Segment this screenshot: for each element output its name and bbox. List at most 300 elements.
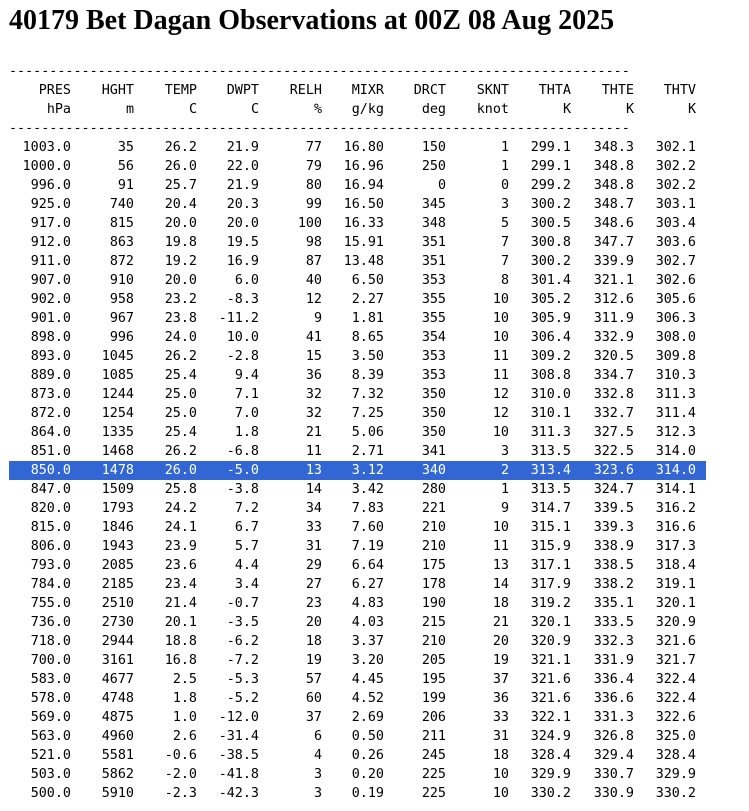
cell-thtv: 314.0 [655,463,696,478]
cell-thte: 339.9 [593,254,634,269]
cell-relh: 60 [305,691,322,706]
cell-temp: 16.8 [164,653,197,668]
table-row[interactable] [9,366,706,385]
cell-temp: 26.0 [164,463,197,478]
column-unit-drct: deg [421,102,446,117]
table-row[interactable] [9,290,706,309]
cell-thta: 315.1 [530,520,571,535]
table-row[interactable] [9,214,706,233]
cell-hght: 967 [109,311,134,326]
cell-mixr: 6.50 [351,273,384,288]
cell-sknt: 21 [492,615,509,630]
cell-hght: 1846 [101,520,134,535]
cell-thte: 339.3 [593,520,634,535]
cell-sknt: 11 [492,539,509,554]
column-unit-dwpt: C [250,102,259,117]
cell-thtv: 314.1 [655,482,696,497]
column-unit-sknt: knot [476,102,509,117]
cell-drct: 221 [421,501,446,516]
cell-drct: 178 [421,577,446,592]
cell-thta: 299.1 [530,140,571,155]
cell-sknt: 11 [492,349,509,364]
column-unit-thte: K [625,102,634,117]
cell-pres: 569.0 [30,710,71,725]
cell-mixr: 2.69 [351,710,384,725]
cell-pres: 847.0 [30,482,71,497]
cell-hght: 872 [109,254,134,269]
cell-hght: 1244 [101,387,134,402]
cell-mixr: 16.50 [343,197,384,212]
cell-thta: 299.2 [530,178,571,193]
cell-thta: 329.9 [530,767,571,782]
cell-mixr: 4.45 [351,672,384,687]
cell-mixr: 7.32 [351,387,384,402]
cell-pres: 893.0 [30,349,71,364]
column-unit-hght: m [125,102,134,117]
cell-relh: 32 [305,387,322,402]
cell-relh: 31 [305,539,322,554]
table-row[interactable] [9,233,706,252]
cell-thta: 305.2 [530,292,571,307]
cell-mixr: 3.20 [351,653,384,668]
cell-temp: 1.8 [172,691,197,706]
cell-pres: 578.0 [30,691,71,706]
cell-mixr: 4.52 [351,691,384,706]
cell-thte: 339.5 [593,501,634,516]
cell-thtv: 321.7 [655,653,696,668]
cell-pres: 820.0 [30,501,71,516]
cell-thtv: 303.6 [655,235,696,250]
cell-hght: 863 [109,235,134,250]
cell-relh: 34 [305,501,322,516]
cell-thte: 321.1 [593,273,634,288]
cell-thta: 313.4 [530,463,571,478]
table-row[interactable] [9,727,706,746]
cell-thtv: 302.7 [655,254,696,269]
cell-sknt: 5 [500,216,509,231]
table-row[interactable] [9,746,706,765]
cell-temp: 23.2 [164,292,197,307]
table-row[interactable] [9,689,706,708]
column-header-pres: PRES [38,83,71,98]
cell-dwpt: 20.3 [226,197,259,212]
cell-thte: 326.8 [593,729,634,744]
cell-hght: 1468 [101,444,134,459]
cell-sknt: 11 [492,368,509,383]
cell-relh: 14 [305,482,322,497]
cell-dwpt: -2.8 [226,349,259,364]
cell-dwpt: -6.8 [226,444,259,459]
cell-drct: 190 [421,596,446,611]
cell-mixr: 4.83 [351,596,384,611]
cell-relh: 21 [305,425,322,440]
cell-sknt: 36 [492,691,509,706]
column-header-thtv: THTV [663,83,696,98]
cell-pres: 898.0 [30,330,71,345]
column-unit-temp: C [188,102,197,117]
table-row[interactable] [9,347,706,366]
cell-relh: 19 [305,653,322,668]
table-row[interactable] [9,670,706,689]
cell-dwpt: -42.3 [218,786,259,801]
table-row[interactable] [9,328,706,347]
cell-thtv: 303.1 [655,197,696,212]
cell-sknt: 12 [492,406,509,421]
cell-drct: 250 [421,159,446,174]
cell-temp: 20.4 [164,197,197,212]
cell-thta: 320.9 [530,634,571,649]
cell-relh: 79 [305,159,322,174]
cell-thtv: 317.3 [655,539,696,554]
cell-thtv: 325.0 [655,729,696,744]
cell-pres: 925.0 [30,197,71,212]
cell-dwpt: 10.0 [226,330,259,345]
column-header-drct: DRCT [413,83,446,98]
cell-relh: 29 [305,558,322,573]
cell-hght: 740 [109,197,134,212]
table-row[interactable] [9,518,706,537]
cell-temp: 26.0 [164,159,197,174]
cell-pres: 806.0 [30,539,71,554]
cell-sknt: 1 [500,159,509,174]
cell-relh: 23 [305,596,322,611]
column-header-sknt: SKNT [476,83,509,98]
cell-drct: 351 [421,254,446,269]
cell-dwpt: -12.0 [218,710,259,725]
cell-sknt: 0 [500,178,509,193]
table-row[interactable] [9,651,706,670]
cell-hght: 1793 [101,501,134,516]
table-row[interactable] [9,157,706,176]
cell-drct: 353 [421,273,446,288]
table-row[interactable] [9,632,706,651]
cell-hght: 1509 [101,482,134,497]
cell-thta: 317.1 [530,558,571,573]
cell-thta: 321.6 [530,691,571,706]
column-name-header [9,81,706,100]
column-header-mixr: MIXR [351,83,384,98]
cell-drct: 245 [421,748,446,763]
cell-sknt: 33 [492,710,509,725]
cell-pres: 815.0 [30,520,71,535]
cell-thte: 324.7 [593,482,634,497]
cell-relh: 12 [305,292,322,307]
cell-thtv: 329.9 [655,767,696,782]
cell-sknt: 19 [492,653,509,668]
table-row[interactable] [9,575,706,594]
cell-mixr: 3.42 [351,482,384,497]
cell-sknt: 3 [500,197,509,212]
cell-drct: 341 [421,444,446,459]
cell-thta: 315.9 [530,539,571,554]
column-header-dwpt: DWPT [226,83,259,98]
cell-hght: 2185 [101,577,134,592]
cell-temp: 24.1 [164,520,197,535]
cell-thta: 300.8 [530,235,571,250]
cell-dwpt: 5.7 [234,539,259,554]
cell-sknt: 1 [500,140,509,155]
cell-sknt: 20 [492,634,509,649]
cell-thtv: 319.1 [655,577,696,592]
cell-dwpt: -6.2 [226,634,259,649]
cell-pres: 996.0 [30,178,71,193]
cell-mixr: 3.50 [351,349,384,364]
cell-thte: 320.5 [593,349,634,364]
cell-sknt: 8 [500,273,509,288]
table-row[interactable] [9,404,706,423]
selected-table-row[interactable] [9,461,706,480]
cell-thta: 320.1 [530,615,571,630]
cell-thta: 313.5 [530,444,571,459]
cell-relh: 11 [305,444,322,459]
table-row[interactable] [9,613,706,632]
cell-mixr: 0.19 [351,786,384,801]
cell-thtv: 312.3 [655,425,696,440]
cell-thtv: 322.4 [655,691,696,706]
cell-pres: 850.0 [30,463,71,478]
cell-mixr: 7.83 [351,501,384,516]
cell-relh: 15 [305,349,322,364]
cell-pres: 583.0 [30,672,71,687]
cell-mixr: 3.37 [351,634,384,649]
cell-temp: 25.8 [164,482,197,497]
table-row[interactable] [9,594,706,613]
cell-temp: 24.2 [164,501,197,516]
cell-pres: 911.0 [30,254,71,269]
cell-sknt: 3 [500,444,509,459]
cell-thtv: 302.2 [655,178,696,193]
cell-hght: 1478 [101,463,134,478]
cell-dwpt: -5.2 [226,691,259,706]
table-row[interactable] [9,423,706,442]
table-row[interactable] [9,480,706,499]
table-row[interactable] [9,499,706,518]
cell-hght: 2085 [101,558,134,573]
cell-relh: 37 [305,710,322,725]
cell-hght: 1254 [101,406,134,421]
cell-relh: 33 [305,520,322,535]
cell-temp: 24.0 [164,330,197,345]
cell-dwpt: 21.9 [226,178,259,193]
cell-pres: 755.0 [30,596,71,611]
cell-mixr: 4.03 [351,615,384,630]
column-header-hght: HGHT [101,83,134,98]
cell-hght: 91 [117,178,134,193]
table-row[interactable] [9,195,706,214]
cell-drct: 353 [421,368,446,383]
cell-hght: 1085 [101,368,134,383]
table-row[interactable] [9,176,706,195]
cell-thta: 300.2 [530,197,571,212]
cell-thtv: 314.0 [655,444,696,459]
cell-hght: 2944 [101,634,134,649]
cell-drct: 353 [421,349,446,364]
cell-dwpt: -5.0 [226,463,259,478]
cell-pres: 718.0 [30,634,71,649]
table-row[interactable] [9,442,706,461]
table-row[interactable] [9,271,706,290]
cell-dwpt: 16.9 [226,254,259,269]
cell-thte: 332.8 [593,387,634,402]
table-row[interactable] [9,252,706,271]
cell-temp: 26.2 [164,140,197,155]
column-unit-relh: % [313,102,322,117]
cell-relh: 87 [305,254,322,269]
cell-thta: 322.1 [530,710,571,725]
cell-drct: 351 [421,235,446,250]
cell-relh: 3 [313,786,322,801]
cell-mixr: 8.39 [351,368,384,383]
cell-drct: 210 [421,539,446,554]
table-row[interactable] [9,385,706,404]
column-unit-mixr: g/kg [351,102,384,117]
cell-thte: 338.2 [593,577,634,592]
cell-thte: 312.6 [593,292,634,307]
cell-sknt: 10 [492,786,509,801]
cell-temp: 25.4 [164,368,197,383]
cell-thtv: 316.6 [655,520,696,535]
cell-thta: 324.9 [530,729,571,744]
cell-hght: 958 [109,292,134,307]
cell-mixr: 5.06 [351,425,384,440]
cell-thte: 330.7 [593,767,634,782]
column-unit-pres: hPa [46,102,71,117]
cell-pres: 503.0 [30,767,71,782]
cell-mixr: 0.50 [351,729,384,744]
cell-pres: 864.0 [30,425,71,440]
cell-sknt: 10 [492,425,509,440]
cell-relh: 99 [305,197,322,212]
cell-relh: 36 [305,368,322,383]
cell-dwpt: 7.2 [234,501,259,516]
table-row[interactable] [9,784,706,803]
table-row[interactable] [9,556,706,575]
cell-hght: 5581 [101,748,134,763]
cell-thte: 331.9 [593,653,634,668]
cell-thtv: 330.2 [655,786,696,801]
cell-thtv: 309.8 [655,349,696,364]
column-unit-header [9,100,706,119]
table-row[interactable] [9,309,706,328]
cell-thte: 329.4 [593,748,634,763]
table-row[interactable] [9,708,706,727]
cell-relh: 20 [305,615,322,630]
table-row[interactable] [9,537,706,556]
cell-thte: 333.5 [593,615,634,630]
cell-relh: 27 [305,577,322,592]
cell-mixr: 13.48 [343,254,384,269]
cell-thtv: 316.2 [655,501,696,516]
table-row[interactable] [9,765,706,784]
cell-mixr: 7.25 [351,406,384,421]
cell-drct: 280 [421,482,446,497]
cell-relh: 98 [305,235,322,250]
cell-temp: 21.4 [164,596,197,611]
column-unit-thta: K [562,102,571,117]
cell-hght: 1045 [101,349,134,364]
cell-drct: 355 [421,311,446,326]
cell-hght: 5862 [101,767,134,782]
cell-relh: 80 [305,178,322,193]
cell-thte: 336.6 [593,691,634,706]
cell-thte: 332.3 [593,634,634,649]
cell-thta: 311.3 [530,425,571,440]
cell-sknt: 31 [492,729,509,744]
cell-relh: 41 [305,330,322,345]
cell-relh: 32 [305,406,322,421]
cell-mixr: 7.60 [351,520,384,535]
cell-drct: 348 [421,216,446,231]
cell-thtv: 320.9 [655,615,696,630]
cell-dwpt: 21.9 [226,140,259,155]
cell-hght: 2510 [101,596,134,611]
cell-mixr: 1.81 [351,311,384,326]
cell-mixr: 6.27 [351,577,384,592]
cell-drct: 350 [421,387,446,402]
cell-thta: 330.2 [530,786,571,801]
cell-hght: 910 [109,273,134,288]
cell-hght: 5910 [101,786,134,801]
cell-mixr: 16.94 [343,178,384,193]
cell-thta: 313.5 [530,482,571,497]
cell-thta: 310.0 [530,387,571,402]
cell-relh: 6 [313,729,322,744]
cell-thte: 335.1 [593,596,634,611]
cell-relh: 77 [305,140,322,155]
cell-pres: 912.0 [30,235,71,250]
cell-thtv: 311.3 [655,387,696,402]
cell-drct: 210 [421,520,446,535]
cell-relh: 100 [297,216,322,231]
cell-dwpt: 9.4 [234,368,259,383]
cell-pres: 872.0 [30,406,71,421]
cell-thta: 328.4 [530,748,571,763]
cell-hght: 815 [109,216,134,231]
cell-thte: 334.7 [593,368,634,383]
cell-dwpt: -3.8 [226,482,259,497]
cell-temp: 25.0 [164,387,197,402]
cell-mixr: 2.71 [351,444,384,459]
cell-thta: 309.2 [530,349,571,364]
cell-sknt: 7 [500,235,509,250]
cell-hght: 996 [109,330,134,345]
cell-sknt: 18 [492,748,509,763]
cell-temp: 2.6 [172,729,197,744]
cell-mixr: 6.64 [351,558,384,573]
table-row[interactable] [9,138,706,157]
cell-thta: 299.1 [530,159,571,174]
cell-dwpt: -41.8 [218,767,259,782]
cell-hght: 35 [117,140,134,155]
cell-dwpt: 22.0 [226,159,259,174]
cell-pres: 917.0 [30,216,71,231]
cell-sknt: 10 [492,311,509,326]
cell-drct: 206 [421,710,446,725]
cell-thtv: 311.4 [655,406,696,421]
cell-sknt: 2 [500,463,509,478]
cell-sknt: 10 [492,767,509,782]
cell-drct: 211 [421,729,446,744]
cell-hght: 4748 [101,691,134,706]
cell-hght: 3161 [101,653,134,668]
cell-dwpt: 20.0 [226,216,259,231]
cell-mixr: 16.96 [343,159,384,174]
cell-thta: 305.9 [530,311,571,326]
cell-drct: 215 [421,615,446,630]
cell-thtv: 320.1 [655,596,696,611]
cell-thte: 348.7 [593,197,634,212]
cell-thte: 323.6 [593,463,634,478]
